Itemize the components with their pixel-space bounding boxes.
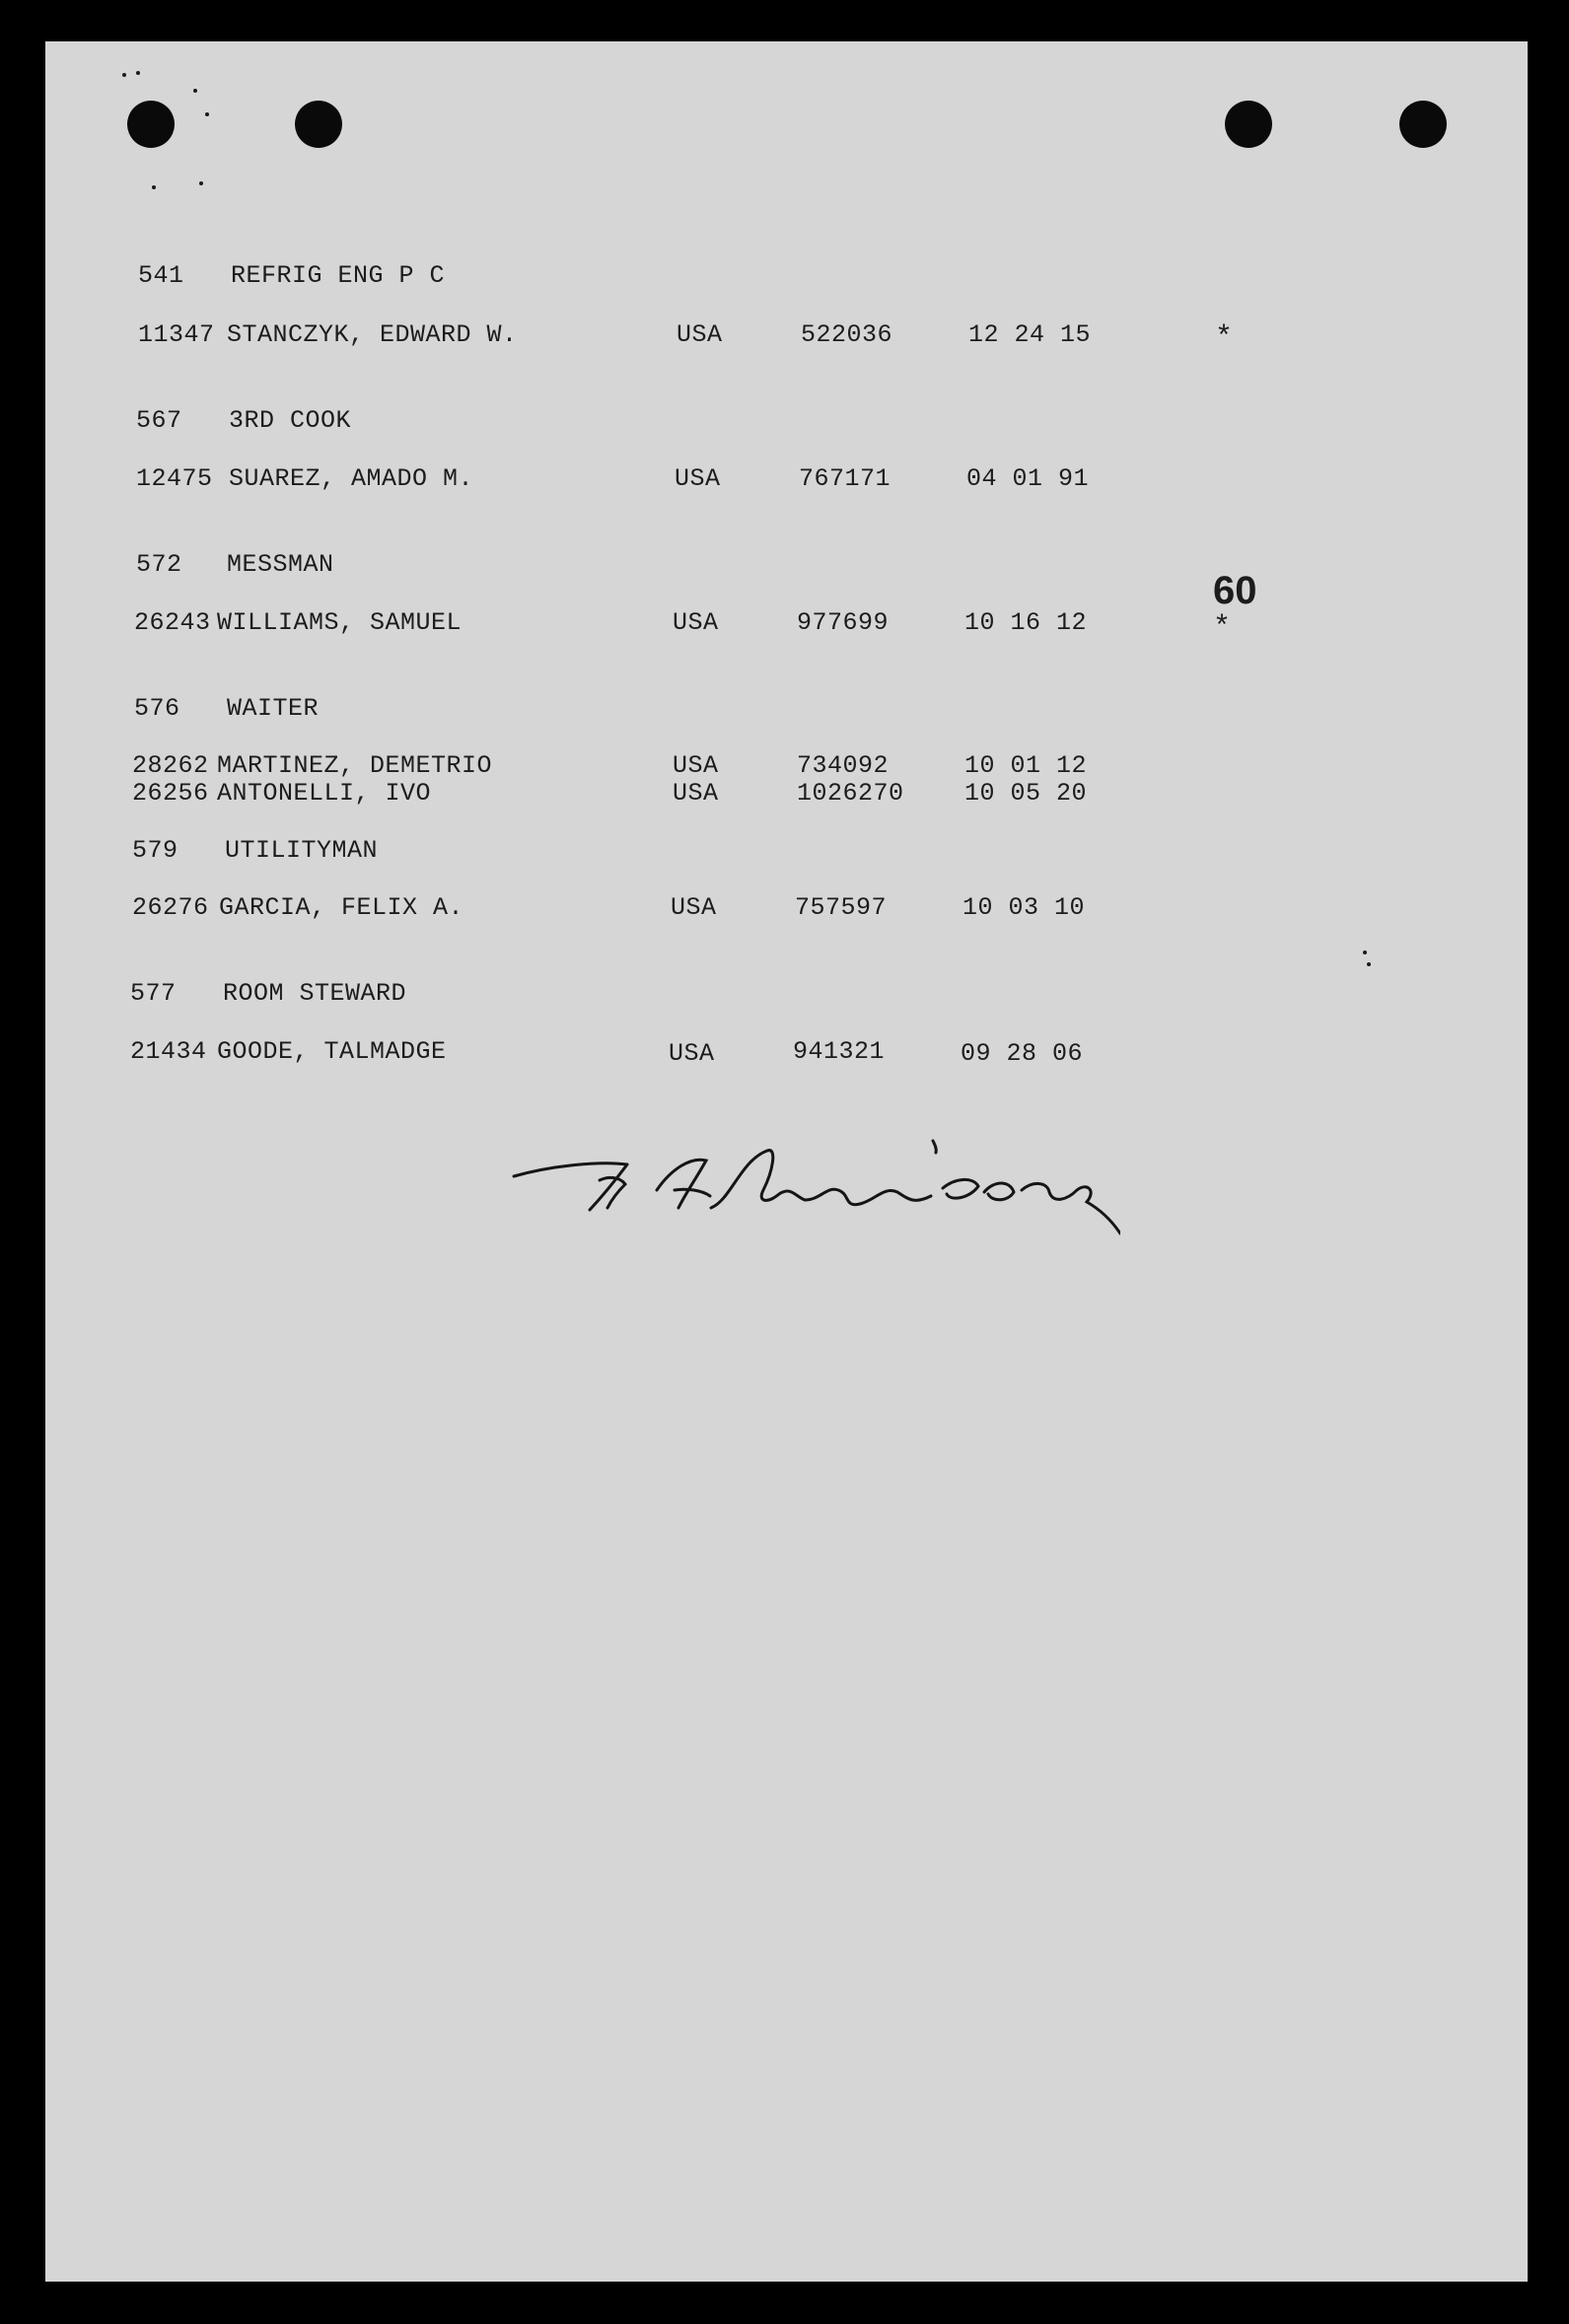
entry-date: 10 03 10 [963,893,1086,922]
section-code: 576 [134,694,180,723]
entry-name: WILLIAMS, SAMUEL [217,608,463,637]
entry-name: MARTINEZ, DEMETRIO [217,751,493,780]
section-code: 567 [136,406,182,435]
section-title: MESSMAN [227,550,334,579]
entry-date: 12 24 15 [968,320,1092,349]
section-title: UTILITYMAN [225,836,379,865]
entry-name: GARCIA, FELIX A. [219,893,464,922]
entry-id: 26256 [132,779,209,808]
entry-id: 12475 [136,464,213,493]
entry-date: 10 16 12 [964,608,1088,637]
page-number: 60 [1213,569,1257,612]
speck [199,181,203,185]
speck [1363,951,1367,954]
punch-hole-left-2 [295,101,342,148]
entry-id: 21434 [130,1037,207,1066]
entry-date: 10 01 12 [964,751,1088,780]
entry-number: 767171 [799,464,891,493]
entry-date: 09 28 06 [961,1039,1084,1068]
entry-mark: * [1215,321,1234,355]
entry-id: 11347 [138,320,215,349]
punch-hole-right-2 [1399,101,1447,148]
entry-id: 26276 [132,893,209,922]
speck [205,112,209,116]
section-code: 572 [136,550,182,579]
section-code: 579 [132,836,178,865]
entry-number: 522036 [801,320,893,349]
section-code: 541 [138,261,184,290]
speck [122,73,126,77]
section-title: 3RD COOK [229,406,352,435]
entry-number: 941321 [793,1037,886,1066]
entry-id: 26243 [134,608,211,637]
handwritten-signature [509,1131,1120,1239]
entry-id: 28262 [132,751,209,780]
section-title: ROOM STEWARD [223,979,407,1008]
section-title: REFRIG ENG P C [231,261,446,290]
punch-hole-left-1 [127,101,175,148]
entry-nationality: USA [675,464,721,493]
speck [193,89,197,93]
document-sheet [45,41,1528,2282]
speck [136,71,140,75]
entry-date: 10 05 20 [964,779,1088,808]
punch-hole-right-1 [1225,101,1272,148]
entry-name: STANCZYK, EDWARD W. [227,320,518,349]
speck [152,185,156,189]
entry-number: 977699 [797,608,890,637]
entry-number: 757597 [795,893,888,922]
entry-nationality: USA [673,608,719,637]
entry-nationality: USA [673,751,719,780]
entry-number: 734092 [797,751,890,780]
entry-date: 04 01 91 [966,464,1090,493]
entry-nationality: USA [677,320,723,349]
section-title: WAITER [227,694,320,723]
entry-mark: * [1213,611,1232,645]
entry-number: 1026270 [797,779,904,808]
entry-nationality: USA [673,779,719,808]
section-code: 577 [130,979,177,1008]
entry-name: ANTONELLI, IVO [217,779,432,808]
entry-name: GOODE, TALMADGE [217,1037,447,1066]
entry-nationality: USA [671,893,717,922]
entry-name: SUAREZ, AMADO M. [229,464,474,493]
entry-nationality: USA [669,1039,715,1068]
speck [1367,962,1371,966]
